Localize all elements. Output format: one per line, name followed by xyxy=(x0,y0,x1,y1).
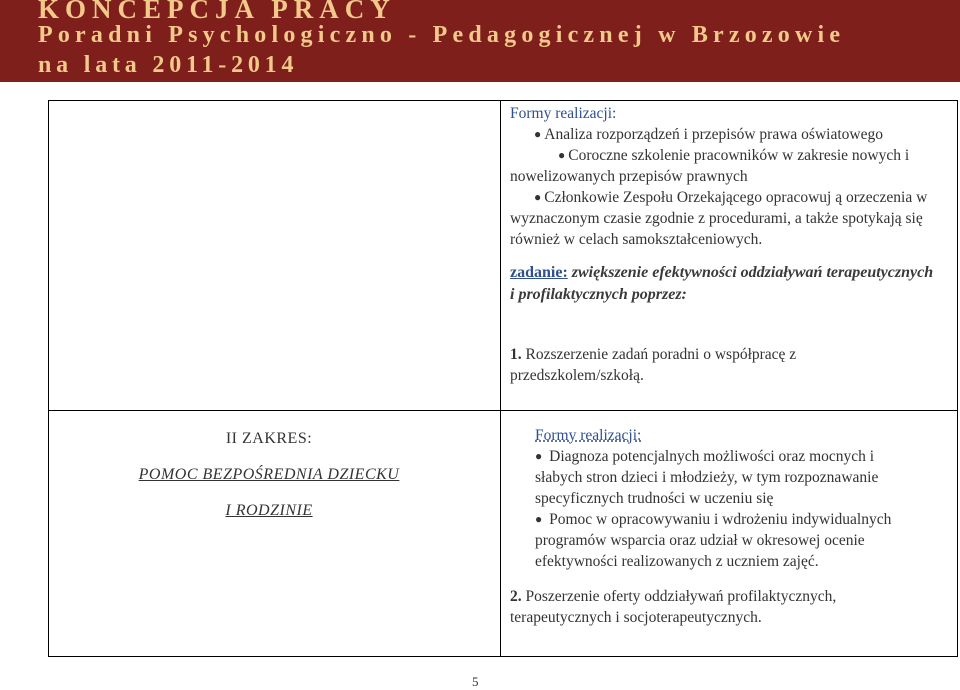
bullet-icon: ● xyxy=(535,512,543,526)
table-row-divider xyxy=(48,410,958,411)
bullet-icon: ● xyxy=(534,127,542,141)
list-item: ● Coroczne szkolenie pracowników w zakresie nowych i nowelizowanych przepisów prawnych xyxy=(510,147,910,185)
section1-forms xyxy=(510,103,950,250)
point-1 xyxy=(510,344,890,386)
scope-family: I RODZINIE xyxy=(225,502,313,519)
forms-label: Formy realizacji: xyxy=(535,427,642,444)
scope-title: II ZAKRES: xyxy=(225,430,313,447)
header-subtitle: Poradni Psychologiczno - Pedagogicznej w Brzozowie xyxy=(38,22,846,48)
table-border-middle xyxy=(500,100,501,657)
list-item: ● Członkowie Zespołu Orzekającego opracowuj ą orzeczenia w wyznaczonym czasie zgodnie z procedurami, a także spotykają się również w celach samokształceniowych. xyxy=(510,189,928,248)
list-item: ● Diagnoza potencjalnych możliwości oraz mocnych i słabych stron dzieci i młodzieży, w tym rozpoznawanie specyficznych trudności w uczeniu się xyxy=(535,448,879,507)
document-header xyxy=(0,0,960,82)
bullet-icon: ● xyxy=(535,449,543,463)
header-title: KONCEPCJA PRACY xyxy=(38,0,396,24)
point-2 xyxy=(510,586,910,628)
header-years: na lata 2011-2014 xyxy=(38,52,299,78)
page-number: 5 xyxy=(472,674,479,689)
forms-label: Formy realizacji: xyxy=(510,105,617,122)
task-text: zwiększenie efektywności oddziaływań terapeutycznych i profilaktycznych poprzez: xyxy=(510,264,934,303)
point-number: 2. xyxy=(510,588,522,605)
table-border-bottom xyxy=(48,656,958,657)
scope-cell xyxy=(48,430,490,520)
section2-forms xyxy=(535,425,915,572)
point-text: Rozszerzenie zadań poradni o współpracę z przedszkolem/szkołą. xyxy=(510,346,797,384)
bullet-icon: ● xyxy=(534,190,542,204)
point-text: Poszerzenie oferty oddziaływań profilaktycznych, terapeutycznych i socjoterapeutycznych. xyxy=(510,588,837,626)
table-border-right xyxy=(957,100,958,657)
task-label: zadanie: xyxy=(510,264,568,281)
table-border-top xyxy=(48,100,958,101)
task-heading xyxy=(510,262,940,306)
scope-child-help: POMOC BEZPOŚREDNIA DZIECKU xyxy=(138,466,400,483)
table-border-left xyxy=(48,100,49,657)
bullet-icon: ● xyxy=(558,148,566,162)
point-number: 1. xyxy=(510,346,522,363)
list-item: ● Analiza rozporządzeń i przepisów prawa oświatowego xyxy=(534,126,883,143)
list-item: ● Pomoc w opracowywaniu i wdrożeniu indywidualnych programów wsparcia oraz udział w okresowej ocenie efektywności realizowanych z uczniem zajęć. xyxy=(535,511,892,570)
